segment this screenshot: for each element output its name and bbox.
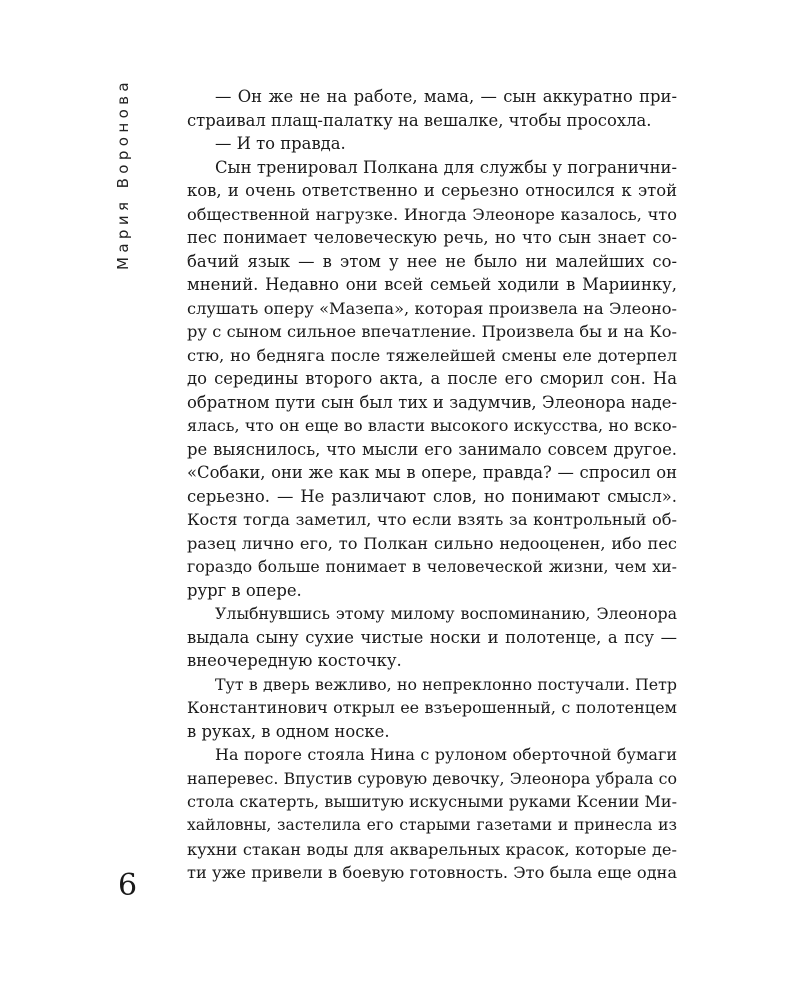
- text-line: Костя тогда заметил, что если взять за контрольный об-: [187, 510, 677, 530]
- text-line: обратном пути сын был тих и задумчив, Элеонора наде-: [187, 392, 677, 412]
- text-line: наперевес. Впустив суровую девочку, Элеонора убрала со: [187, 768, 677, 788]
- text-line: ков, и очень ответственно и серьезно относился к этой: [187, 181, 677, 201]
- text-line: внеочередную косточку.: [187, 651, 402, 671]
- running-head: [113, 78, 135, 270]
- text-line: серьезно. — Не различают слов, но понимают смысл».: [187, 486, 677, 506]
- text-line: ре выяснилось, что мысли его занимало совсем другое.: [187, 439, 677, 459]
- text-line: Константинович открыл ее взъерошенный, с полотенцем: [187, 698, 677, 718]
- text-line: ру с сыном сильное впечатление. Произвела бы и на Ко-: [187, 322, 677, 342]
- text-line: в руках, в одном носке.: [187, 721, 390, 741]
- text-line: кухни стакан воды для акварельных красок, которые де-: [187, 839, 677, 859]
- text-line: стола скатерть, вышитую искусными руками Ксении Ми-: [187, 792, 677, 812]
- text-line: Сын тренировал Полкана для службы у погранични-: [215, 157, 677, 177]
- text-line: выдала сыну сухие чистые носки и полотенце, а псу —: [187, 627, 677, 647]
- text-line: бачий язык — в этом у нее не было ни малейших со-: [187, 251, 677, 271]
- text-line: мнений. Недавно они всей семьей ходили в Мариинку,: [187, 275, 677, 295]
- text-line: — И то правда.: [215, 134, 346, 154]
- text-line: Тут в дверь вежливо, но непреклонно постучали. Петр: [215, 674, 677, 694]
- text-line: ялась, что он еще во власти высокого искусства, но вско-: [187, 416, 677, 436]
- text-line: разец лично его, то Полкан сильно недооценен, ибо пес: [187, 533, 677, 553]
- text-line: «Собаки, они же как мы в опере, правда? — спросил он: [187, 463, 677, 483]
- page-number: 6: [118, 868, 138, 903]
- text-line: — Он же не на работе, мама, — сын аккуратно при-: [215, 87, 677, 106]
- text-line: до середины второго акта, а после его сморил сон. На: [187, 369, 677, 389]
- text-line: общественной нагрузке. Иногда Элеоноре казалось, что: [187, 204, 677, 224]
- text-line: На пороге стояла Нина с рулоном оберточной бумаги: [215, 745, 677, 765]
- text-line: Улыбнувшись этому милому воспоминанию, Элеонора: [215, 604, 677, 624]
- running-head-author: Мария Воронова: [114, 78, 132, 270]
- text-line: стю, но бедняга после тяжелейшей смены еле дотерпел: [187, 345, 677, 365]
- text-line: ти уже привели в боевую готовность. Это была еще одна: [187, 863, 677, 883]
- text-line: хайловны, застелила его старыми газетами и принесла из: [187, 815, 677, 834]
- body-text: [187, 85, 677, 885]
- text-line: гораздо больше понимает в человеческой жизни, чем хи-: [187, 557, 677, 577]
- text-line: страивал плащ-палатку на вешалке, чтобы просохла.: [187, 110, 652, 130]
- text-line: пес понимает человеческую речь, но что сын знает со-: [187, 228, 677, 248]
- text-line: слушать оперу «Мазепа», которая произвела на Элеоно-: [187, 298, 677, 318]
- text-line: рург в опере.: [187, 580, 302, 600]
